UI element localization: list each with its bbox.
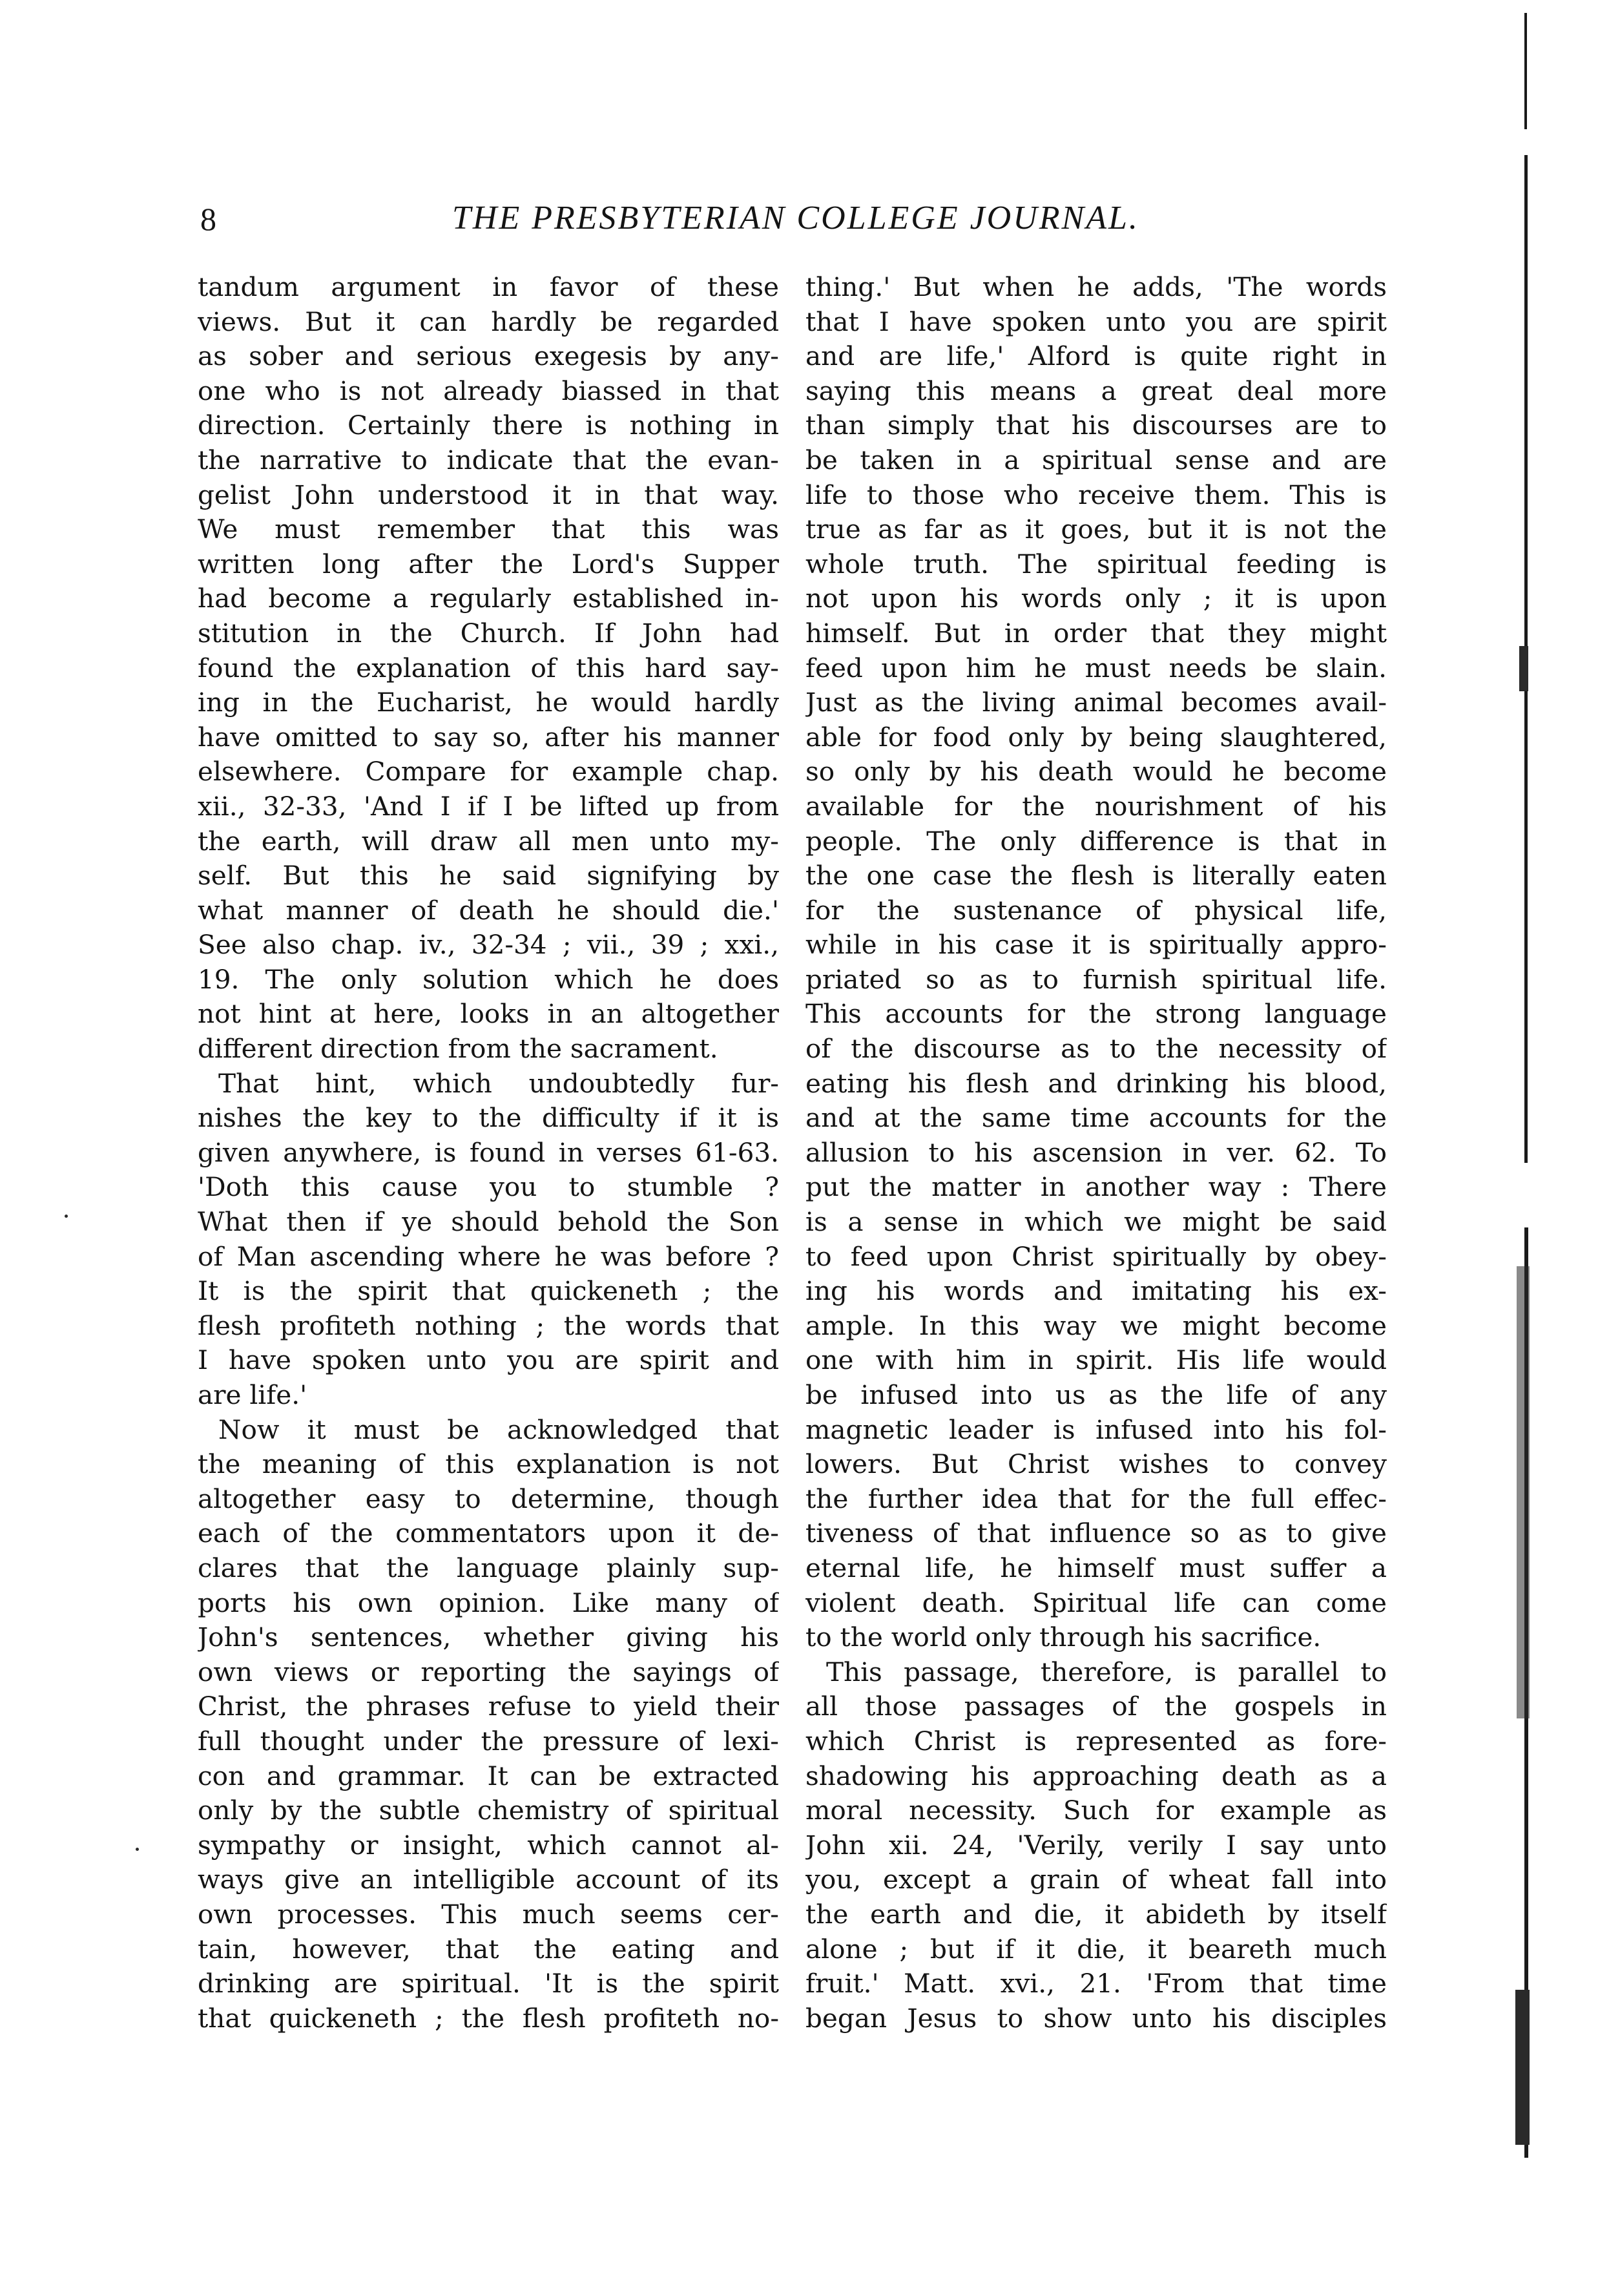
text-line: the one case the flesh is literally eaten: [805, 860, 1387, 892]
binding-edge-mark: [1517, 1266, 1530, 1718]
text-line: written long after the Lord's Supper: [198, 548, 779, 579]
text-line: one with him in spirit. His life would: [805, 1344, 1387, 1376]
text-line: shadowing his approaching death as a: [805, 1760, 1387, 1791]
text-line: 'Doth this cause you to stumble ?: [198, 1171, 779, 1203]
text-line: not hint at here, looks in an altogether: [198, 998, 779, 1030]
text-line: nishes the key to the difficulty if it is: [198, 1102, 779, 1134]
text-line: 19. The only solution which he does: [198, 963, 779, 995]
text-line: that quickeneth ; the flesh profiteth no-: [198, 2002, 779, 2034]
text-line: began Jesus to show unto his disciples: [805, 2002, 1387, 2034]
text-line: con and grammar. It can be extracted: [198, 1760, 779, 1791]
text-line: so only by his death would he become: [805, 756, 1387, 788]
text-line: ing his words and imitating his ex-: [805, 1275, 1387, 1307]
text-line: Just as the living animal becomes avail-: [805, 687, 1387, 718]
page-number: 8: [200, 201, 216, 237]
text-line: the further idea that for the full effec-: [805, 1483, 1387, 1514]
text-line: thing.' But when he adds, 'The words: [805, 271, 1387, 302]
text-line: and are life,' Alford is quite right in: [805, 340, 1387, 372]
text-line: priated so as to furnish spiritual life.: [805, 963, 1387, 995]
text-line: John xii. 24, 'Verily, verily I say unto: [805, 1829, 1387, 1861]
text-line: the earth, will draw all men unto my-: [198, 825, 779, 857]
text-line: altogether easy to determine, though: [198, 1483, 779, 1514]
scan-speck: [136, 1848, 139, 1851]
text-line: be taken in a spiritual sense and are: [805, 444, 1387, 475]
text-line: only by the subtle chemistry of spiritual: [198, 1795, 779, 1826]
text-line: clares that the language plainly sup-: [198, 1552, 779, 1583]
text-line: as sober and serious exegesis by any-: [198, 340, 779, 372]
text-line: available for the nourishment of his: [805, 790, 1387, 822]
text-line: flesh profiteth nothing ; the words that: [198, 1310, 779, 1341]
scan-speck: [65, 1215, 68, 1218]
text-line: sympathy or insight, which cannot al-: [198, 1829, 779, 1861]
text-line: That hint, which undoubtedly fur-: [218, 1067, 779, 1099]
text-line: own views or reporting the sayings of: [198, 1656, 779, 1687]
text-line: true as far as it goes, but it is not the: [805, 514, 1387, 545]
text-line: John's sentences, whether giving his: [198, 1622, 779, 1653]
text-line: whole truth. The spiritual feeding is: [805, 548, 1387, 579]
text-line: lowers. But Christ wishes to convey: [805, 1448, 1387, 1480]
text-line: to feed upon Christ spiritually by obey-: [805, 1240, 1387, 1272]
text-line: I have spoken unto you are spirit and: [198, 1344, 779, 1376]
text-line: to the world only through his sacrifice.: [805, 1622, 1322, 1653]
text-line: It is the spirit that quickeneth ; the: [198, 1275, 779, 1307]
text-line: given anywhere, is found in verses 61-63.: [198, 1136, 779, 1168]
text-line: the narrative to indicate that the evan-: [198, 444, 779, 475]
text-line: each of the commentators upon it de-: [198, 1518, 779, 1549]
text-line: We must remember that this was: [198, 514, 779, 545]
text-line: ample. In this way we might become: [805, 1310, 1387, 1341]
text-line: is a sense in which we might be said: [805, 1206, 1387, 1238]
text-line: that I have spoken unto you are spirit: [805, 306, 1387, 337]
text-line: be infused into us as the life of any: [805, 1379, 1387, 1410]
text-line: fruit.' Matt. xvi., 21. 'From that time: [805, 1968, 1387, 1999]
text-line: had become a regularly established in-: [198, 583, 779, 614]
binding-edge-mark: [1519, 646, 1528, 691]
text-line: and at the same time accounts for the: [805, 1102, 1387, 1134]
text-line: xii., 32-33, 'And I if I be lifted up from: [198, 790, 779, 822]
text-line: ports his own opinion. Like many of: [198, 1587, 779, 1618]
text-line: of the discourse as to the necessity of: [805, 1033, 1387, 1065]
text-line: This accounts for the strong language: [805, 998, 1387, 1030]
text-line: you, except a grain of wheat fall into: [805, 1864, 1387, 1895]
text-line: put the matter in another way : There: [805, 1171, 1387, 1203]
text-line: views. But it can hardly be regarded: [198, 306, 779, 337]
text-line: See also chap. iv., 32-34 ; vii., 39 ; xxi.,: [198, 929, 779, 961]
text-line: self. But this he said signifying by: [198, 860, 779, 892]
text-line: found the explanation of this hard say-: [198, 652, 779, 684]
text-line: for the sustenance of physical life,: [805, 894, 1387, 926]
binding-edge-mark: [1515, 1990, 1530, 2145]
text-line: This passage, therefore, is parallel to: [826, 1656, 1387, 1687]
binding-edge-mark: [1524, 13, 1527, 129]
text-line: of Man ascending where he was before ?: [198, 1240, 779, 1272]
text-line: the earth and die, it abideth by itself: [805, 1898, 1387, 1930]
right-text-column: [805, 270, 1387, 2036]
text-line: than simply that his discourses are to: [805, 410, 1387, 441]
text-line: Christ, the phrases refuse to yield their: [198, 1691, 779, 1722]
text-line: What then if ye should behold the Son: [198, 1206, 779, 1238]
text-line: stitution in the Church. If John had: [198, 617, 779, 649]
text-line: violent death. Spiritual life can come: [805, 1587, 1387, 1618]
text-line: life to those who receive them. This is: [805, 479, 1387, 510]
text-line: allusion to his ascension in ver. 62. To: [805, 1136, 1387, 1168]
text-line: ways give an intelligible account of its: [198, 1864, 779, 1895]
text-line: people. The only difference is that in: [805, 825, 1387, 857]
left-text-column: [198, 270, 779, 2036]
text-line: what manner of death he should die.': [198, 894, 779, 926]
text-line: while in his case it is spiritually appro-: [805, 929, 1387, 961]
text-line: different direction from the sacrament.: [198, 1033, 718, 1065]
text-line: tain, however, that the eating and: [198, 1933, 779, 1965]
text-line: own processes. This much seems cer-: [198, 1898, 779, 1930]
text-line: able for food only by being slaughtered,: [805, 721, 1387, 753]
text-line: are life.': [198, 1379, 307, 1410]
text-line: saying this means a great deal more: [805, 375, 1387, 406]
text-line: eternal life, he himself must suffer a: [805, 1552, 1387, 1583]
text-line: all those passages of the gospels in: [805, 1691, 1387, 1722]
text-line: which Christ is represented as fore-: [805, 1725, 1387, 1757]
text-line: elsewhere. Compare for example chap.: [198, 756, 779, 788]
text-line: alone ; but if it die, it beareth much: [805, 1933, 1387, 1965]
text-line: feed upon him he must needs be slain.: [805, 652, 1387, 684]
running-title: THE PRESBYTERIAN COLLEGE JOURNAL.: [452, 200, 1139, 236]
text-line: full thought under the pressure of lexi-: [198, 1725, 779, 1757]
text-line: tiveness of that influence so as to give: [805, 1518, 1387, 1549]
text-line: gelist John understood it in that way.: [198, 479, 779, 510]
text-line: have omitted to say so, after his manner: [198, 721, 779, 753]
text-line: ing in the Eucharist, he would hardly: [198, 687, 779, 718]
text-line: himself. But in order that they might: [805, 617, 1387, 649]
text-line: direction. Certainly there is nothing in: [198, 410, 779, 441]
text-line: tandum argument in favor of these: [198, 271, 779, 302]
text-line: magnetic leader is infused into his fol-: [805, 1414, 1387, 1445]
text-line: not upon his words only ; it is upon: [805, 583, 1387, 614]
text-line: the meaning of this explanation is not: [198, 1448, 779, 1480]
text-line: eating his flesh and drinking his blood,: [805, 1067, 1387, 1099]
text-line: one who is not already biassed in that: [198, 375, 779, 406]
text-line: moral necessity. Such for example as: [805, 1795, 1387, 1826]
text-line: Now it must be acknowledged that: [218, 1414, 779, 1445]
text-line: drinking are spiritual. 'It is the spirit: [198, 1968, 779, 1999]
